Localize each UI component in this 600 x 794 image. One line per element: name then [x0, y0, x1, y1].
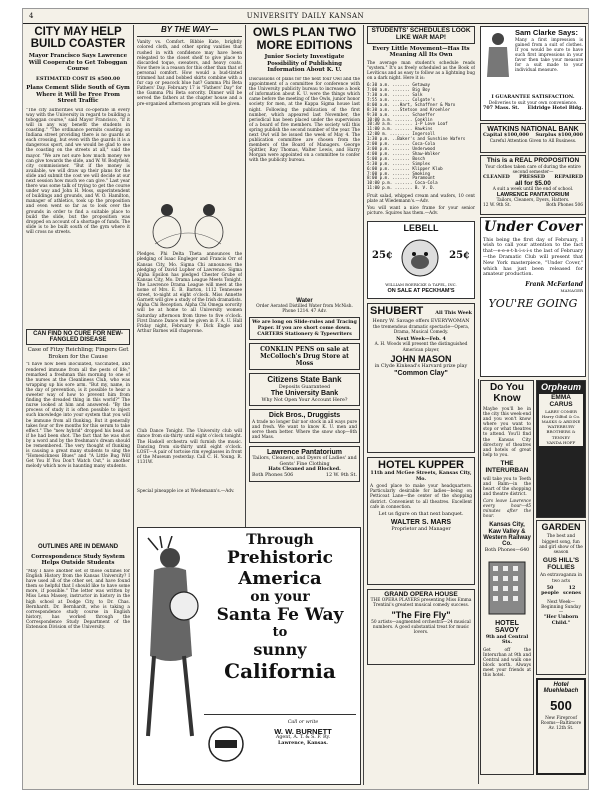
ad-dick-bros: Dick Bros., Druggists A trade no longer fair nor stock in all ways pure and fresh. We want to know K. U. men and serve them better. Where the snow shop—8th and Mass. — [249, 409, 360, 443]
article-owls-body: Discussions of plans for the next four Owl and the appointment of a committee for conference with the University publicity bureau to increase a book of information about K. U. were the things which came before the meeting of the Owls, junior honor society for men, at the Kappa Sigma house last night. Following the publication of the first number, which appeared last November, the periodical has been placed under the supervision of a board of five members. The society will this spring publish the second number of the year. The next Owl will be issued the week of May 4. The publication committee are chosen from the members of the Board of Managers. George Spittler, Ray Thomas, Walter Lewis, and Harry Morgan were appointed on a committee to confer with the publicity bureau. — [249, 76, 360, 164]
lebell-price-left: 25¢ — [372, 249, 393, 261]
subhead-cement-slide: Plans Cement Slide South of Gym Where it Will be Free From Street Traffic — [26, 84, 130, 105]
grand-head: GRAND OPERA HOUSE — [384, 590, 458, 598]
ad-lebell — [367, 221, 475, 299]
schedule-row: 8:00 a.m. ...Hart, Schaffner & Marx — [367, 101, 456, 107]
real-note: A suit a week until the end of school. — [492, 187, 574, 193]
kupper-addr: 11th and McGee Streets, Kansas City, Mo. — [370, 470, 472, 482]
santa-fe-line-6: to — [272, 625, 288, 640]
ad-citizens-bank: Citizens State Bank Deposits Guaranteed The University Bank Why Not Open Your Account Here? — [249, 373, 360, 406]
schedule-list — [367, 83, 475, 191]
schedule-row: 8:30 a.m. ...Stetson and Kroehler — [367, 106, 451, 112]
headline-schedules: STUDENTS' SCHEDULES LOOK LIKE WAR MAP! — [367, 26, 475, 44]
schedule-row: 4:00 p.m. ....... Shaw-Walker — [367, 150, 441, 156]
pineapple-note: Special pineapple ice at Wiedemann's.—Adv. — [137, 489, 235, 495]
water-sub: Order Aerated Distilled Water from McNish. Phone 1214. 47 Adv. — [256, 304, 353, 315]
ad-conklin-pens: CONKLIN PENS on sale at McColloch's Drug Store at Moss — [249, 343, 360, 370]
water-head: Water — [296, 297, 313, 304]
kupper-head: HOTEL KUPPER — [378, 458, 464, 471]
schedule-row: 10:30 a.m. ....... 1-P Love Loaf — [367, 121, 448, 127]
ad-slide-rules: We are long on Slide-rules and Tracing Paper. If you are short come down. CARTERS Stationery & Typewriters — [249, 317, 360, 340]
orpheum-head: Orpheum — [540, 382, 581, 392]
clarke-guarantee: I GUARANTEE SATISFACTION. — [491, 94, 575, 100]
column-4 — [367, 26, 475, 784]
subhead-schedules: Every Little Movement—Has Its Meaning All Its Own — [372, 45, 470, 59]
society-body: Pledges. Phi Delta Theta announces the pledging of Isaac Engleger and Francis Orr of Kansas City, Mo. Sigma Chi announces the pledging of David Lupher of Lawrence. Sigma Alpha Epsilon has pledged Chester Grube of Kansas City, Mo. Drama League Meets Tonight. The Lawrence Drama League will meet at the home of Mrs. E. B. Barton, 1112 Tennessee street, to-night at eight o'clock. Miss Annette Garnett will give a study of the Irish dramatists. Alpha Chi Reception. Alpha Chi Omega sorority will be at home to all University women Saturday afternoon from three to five o'clock. First Dance Dance will be given in F. A. U. Hall Friday night, February 9. Dick Engle and Arthur Barnes will chaperone. — [137, 252, 242, 334]
ad-real-proposition: This is a REAL PROPOSITION Your clothes taken care of during the entire second semester— CLEANED PRESSED REPAIRED all for $5.00 A suit a week until the end of school. LAWRENCE PANTATORIUM Tailors, Cleaners, Dyers, Hatters. 12 W. 9th St. Both Phones 506 — [480, 155, 586, 215]
real-name: LAWRENCE PANTATORIUM — [496, 191, 570, 198]
spacer5 — [364, 25, 368, 29]
santa-fe-agent: W. W. BURNETT — [274, 726, 332, 736]
schedule-row: 10:00 a.m. ....... Conklin — [367, 116, 433, 122]
native-figure-illustration — [140, 536, 210, 746]
santa-fe-line-2: Prehistoric — [227, 548, 333, 568]
club-dance-body: Club Dance Tonight. The University club will dance from six-thirty until eight o'clock tonight. The Haskell orchestra will furnish the music. Dancing from six-thirty until eight o'clock. LOST—A pair of tortoise rim eyeglasses in front of the Museum yesterday. Call C. H. Young. R. 1131W. — [137, 429, 242, 465]
by-the-way-body: Vanity vs. Comfort. Bibbie Kate, brightly colored cloth, and other spring vanities that rushed in with confidence may have been relegated to the closet shelf to give place to discarded toque, sweaters, and heavy coats. Now there is a reason for this other than that of personal comfort. How would a bud-tinted trimmed hat and bobbed skirts combine with a fur cap or peacock blue hat? Gamma Phi Beta Fathers' Day. February 17 is "Fathers' Day" for the Gamma Phi Beta sorority. Dinner will be served the fathers at the chapter house and a pre-organized afternoon program will be given. — [137, 40, 242, 107]
santa-fe-call: Call or write — [287, 720, 319, 725]
frame-note: You will want a nice frame for your senior picture. Squires has them.—Adv. — [367, 206, 475, 217]
schedule-row: 12:00 m. ........ Ingersoll — [367, 131, 436, 137]
lebell-on-sale: ON SALE AT PECKHAM'S — [387, 287, 455, 294]
article-coaster-body: "The city authorities will co-operate in every way with the University in regard to building a toboggan course," said Mayor Francisco, "if it will in any way benefit the students in coasting." "The ordinance permits coasting on Indiana street providing there is no guards at each crossing, but even with the guards it is a dangerous sport, and we would be glad to see the coasting on the streets at all," said the mayor. "We are not sure how much money we can give towards the slide, and W. W. Bodyfield, city commissioner. "But if the money is available, we will draw up their plans for the slide and submit the cost we will decide at our next session how much we can give." Last year there was some talk of trying to get the course under way and John H. Moss, superintendent of buildings and grounds, and W. O. Hamilton, manager of athletics, took up the proposition and even went so far as to look over the grounds in order to find a suitable place to build the slide, but the proposition was dropped on account of a shortage of funds. The slide is to be built south of the gym where it will cross no streets. — [26, 107, 130, 235]
ad-shubert — [367, 303, 475, 453]
ad-orpheum — [536, 380, 586, 518]
ad-do-you-know — [480, 380, 534, 775]
spacer120 — [389, 381, 393, 385]
clarke-body: Many a first impression is gained from a suit of clothes. If you would be sure to have such first impressions in your favor then take your measure for a suit made to your individual measure. — [515, 37, 583, 74]
ad-sam-clarke: Sam Clarke Says: Many a first impression is gained from a suit of clothes. If you would be sure to have such first impressions in your favor then take your measure for a suit made to your individual measure. I GUARANTEE SATISFACTION. Deliveries to suit your own convenience. 707 Mass. St. Eldridge Hotel Bldg. — [480, 26, 586, 121]
real-head: This is a REAL PROPOSITION — [486, 157, 580, 164]
headline-owls: OWLS PLAN TWO MORE EDITIONS — [252, 26, 357, 52]
santa-fe-logo — [206, 724, 246, 764]
article-outlines-body: "May I have another set of those outlines for English History from the Kansas University? I have used all of the other set, and have found them so helpful that I should like to have some more, if possible." The letter was written by Miss Lena Massey, instructor in history in the high school at Dodge City, to Dr. Chas. Bernhardt. Dr. Bernhardt, who is taking a correspondence study course in English history, has worked through the Correspondence Study Department of the Extension Division of the University. — [26, 568, 130, 630]
santa-fe-town: Lawrence, Kansas. — [278, 740, 328, 747]
schedule-row: 2:00 p.m. ....... Coca-Cola — [367, 141, 436, 147]
watkins-surplus: Surplus $100,000 — [535, 132, 583, 139]
muehlebach-head: Hotel Muehlebach — [543, 682, 579, 695]
savoy-body: Get off the Interurban at 9th and Central and walk one block north. Always meet your friends at this hotel. — [483, 647, 531, 679]
schedule-row: 7:55 a.m. ....... Colgate's — [367, 96, 436, 102]
masthead — [23, 9, 588, 24]
under-cover-title: MANAGER — [560, 288, 583, 294]
headline-coaster: CITY MAY HELP BUILD COASTER — [30, 26, 126, 51]
kupper-prop-title: Proprietor and Manager — [391, 526, 451, 532]
by-the-way-head: BY THE WAY— — [137, 26, 242, 37]
interurban-note: Cars leave Lawrence every hour—45 minutes after the hour. — [483, 498, 531, 520]
fruit-salad-note: Fruit salad, whipped cream and wafers, 10 cent plate at Wiedemann's.—Adv. — [367, 194, 475, 205]
garden-extra: An extravaganza in two acts — [540, 573, 582, 584]
schedule-row: 3:00 p.m. ....... Underwood — [367, 145, 436, 151]
box-subhead: Case of Fitzy Reichling; Fingers Get Broken for the Cause — [27, 347, 129, 360]
kcv-phone: Both Phones—640 — [484, 547, 530, 553]
schedule-row: 10:00 p.m. ....... Coca-Cola — [367, 180, 438, 186]
orpheum-acts — [540, 409, 582, 445]
schedule-row: 5:30 p.m. ....... Simplex — [367, 160, 431, 166]
under-cover-sign: Frank McFarland — [525, 281, 583, 289]
real-services: CLEANED PRESSED REPAIRED — [483, 174, 583, 180]
lebell-price-right: 25¢ — [449, 249, 470, 261]
shubert-head: SHUBERT — [370, 304, 424, 317]
santa-fe-line-3: America — [238, 568, 322, 589]
subhead-coaster: Mayor Francisco Says Lawrence Will Cooperate to Get Toboggan Course — [28, 53, 128, 73]
orpheum-act: MASKS & ARDINE — [541, 419, 581, 425]
kcv-head: Kansas City, Kaw Valley & Western Railway Co. — [483, 522, 531, 548]
page-number: 4 — [29, 12, 34, 20]
schedule-row: 11:00 p.m. ....... B. V. D. — [367, 185, 436, 191]
column-rule — [363, 25, 364, 785]
grand-body: 50 artists—augmented orchestra—24 musical numbers. A good substantial treat for music lovers. — [371, 619, 471, 636]
schedule-row: 1:30 p.m. ..Baker's and Sunshine Wafers — [367, 136, 466, 142]
orpheum-star: EMMA CARUS — [549, 394, 573, 409]
schedule-row: 6:30 a.m. ....... Getaway — [367, 82, 431, 88]
schedule-row: 7:00 a.m. ....... Big Boy — [367, 87, 431, 93]
kupper-rates: Let us figure on that next banquet. — [378, 511, 464, 517]
schedule-row: 8:00 p.m. ....... Paramount — [367, 175, 436, 181]
ad-under-cover — [480, 217, 586, 377]
mason-play: "Common Clay" — [394, 369, 448, 377]
hotel-building-illustration — [483, 556, 531, 616]
ad-santa-fe — [137, 527, 361, 785]
real-price: all for $5.00 — [515, 179, 551, 187]
subhead-outlines: Correspondence Study System Helps Outside Students — [31, 553, 125, 567]
column-1 — [26, 26, 130, 784]
orpheum-act: WATERBURY BROTHERS & TENNEY — [546, 424, 576, 440]
santa-fe-line-7: sunny — [253, 640, 307, 659]
column-2 — [137, 26, 242, 526]
grand-play: "The Fire Fly" — [391, 609, 451, 620]
mason-in: in Clyde Kinkead's Harvard prize play — [374, 364, 468, 370]
schedule-row: 11:00 a.m. ....... Hawkins — [367, 126, 433, 132]
schedule-row: 7:00 p.m. ....... Smoking — [367, 170, 431, 176]
watkins-head: WATKINS NATIONAL BANK — [487, 126, 579, 133]
garden-head: GARDEN — [541, 522, 581, 532]
shubert-desc: the tremendous dramatic spectacle—Opera, Drama, Musical Comedy. — [372, 324, 470, 335]
ad-grand-opera — [367, 589, 475, 665]
garden-play: "Her Unborn Child." — [543, 614, 579, 626]
santa-fe-agent-title: Agent, A. T. & S. F. Ry. — [275, 735, 331, 741]
spacer20 — [369, 25, 373, 29]
dancers-illustration — [137, 192, 242, 250]
santa-fe-divider — [204, 714, 356, 715]
do-you-know-body: Maybe you'll be in the city this week-end and you won't know where you want to stop or what theatres to attend. You'll find the Kansas City directory of theatres and hotels of great help to you. — [483, 407, 531, 458]
real-sub: Tailors, Cleaners, Dyers, Hatters. — [496, 198, 570, 204]
under-cover-body: This being the first day of February, I wish to call your attention to the fact that—e-e-e-t-h-i-s-i-s the last of February—the Dramatic Club will present that New York masterpiece, "Under Cover," which has just been released for amateur production. — [483, 237, 583, 278]
ad-lawrence-pantatorium: Lawrence Pantatorium Tailors, Cleaners, and Dyers of Ladies' and Gents' Fine Clothing Hats Cleaned and Blocked. Both Phones 506 12 W. 9th St. — [249, 446, 360, 482]
garden-next: Next Week—Beginning Sunday— — [541, 599, 581, 615]
schedule-row: 9:30 a.m. ....... Schaeffer — [367, 111, 436, 117]
ad-hotel-muehlebach — [536, 678, 586, 775]
clarke-head: Sam Clarke Says: — [515, 28, 578, 37]
tailor-figure-illustration — [483, 31, 513, 81]
muehlebach-body: New Fireproof Rooms—Baltimore Av. 12th St. — [540, 716, 582, 732]
under-cover-head: Under Cover — [483, 219, 583, 235]
schedules-intro: The average man student's schedule reads "system." It's as freely scheduled as the Book of Leviticus and as easy to follow as a lightning bug on a dark night. Here it is: — [367, 60, 475, 82]
ad-garden — [536, 520, 586, 675]
ad-hotel-kupper — [367, 457, 475, 585]
headline-outlines: OUTLINES ARE IN DEMAND — [37, 544, 119, 551]
shubert-next: Next Week—Feb. 4 — [396, 335, 446, 342]
santa-fe-line-4: on your — [250, 589, 310, 605]
schedule-row: 7:30 a.m. ....... Salk — [367, 92, 423, 97]
lebell-brand: LEBELL — [403, 222, 439, 233]
orpheum-act: LARRY COMER — [545, 409, 577, 415]
column-3 — [249, 26, 360, 546]
spacer32 — [366, 380, 370, 384]
kupper-prop: WALTER S. MARS — [390, 519, 452, 527]
lebell-maker: WILLIAM BOERICKE & TAFEL, INC. — [385, 281, 457, 287]
ad-watkins-bank — [480, 123, 586, 153]
schedule-row: 6:00 p.m. ....... Klipper Klub — [367, 165, 443, 171]
do-you-know-head: Do You Know — [489, 382, 525, 404]
subhead-owls: Junior Society Investigate Possibility of Publishing Information About K. U. — [264, 54, 345, 74]
orpheum-act: VANDA HOFF — [546, 439, 576, 445]
estimated-cost: ESTIMATED COST IS $500.00 — [36, 75, 120, 82]
john-mason: JOHN MASON — [390, 353, 452, 364]
article-disease-body: "I have now been inoculated, vaccinated, and rendered immune from all the pests of life," remarked a freshman this morning to one of the nurses at the Cleanliness Club, who was wrapping up his sore arm. "But my, name, in the day of prevention, is it possible to hear a sweeter way of how to prevent him from finding the dreaded thing in this world?" The nurse looked at him and answered: "By the process of study it is often possible to inject such knowledge into your system that you will be immune from all flunking. But it generally takes four or five months for this serum to take effect." The "new hybrid" dropped his head as if he had been shot. The fact that he was shot by a word and by the freshman's dream should be remembered. The very thought of flunking is causing a great many students to sing the "Homesickness Blues" and "A Little Bug Will Get You If You Don't Watch Out," is another melody which now is haunting many students. — [26, 362, 130, 470]
savoy-addr: 9th and Central Sts. — [485, 633, 529, 646]
shubert-body: A. H. Woods will present the distinguished American player, — [374, 342, 468, 353]
orpheum-act: Harry Gilfoil & Co. — [541, 414, 581, 420]
interurban-head: THE INTERURBAN — [485, 459, 529, 474]
schedule-row: 5:00 p.m. ....... Bosch — [367, 155, 425, 161]
box-headline: CAN FIND NO CURE FOR NEW-FANGLED DISEASE — [26, 329, 130, 346]
watkins-line: Careful Attention Given to All Business. — [489, 138, 577, 144]
interurban-body: will take you to Teeth and Balm—in the heart of the shopping and theatre district. — [483, 476, 531, 497]
santa-fe-line-1: Through — [246, 532, 314, 548]
shubert-play: Henry W. Savage offers EVERYWOMAN — [372, 319, 470, 325]
under-cover-tag: YOU'RE GOING — [488, 297, 578, 311]
column-rule — [133, 25, 134, 785]
real-body: Your clothes taken care of during the entire second semester— — [485, 164, 581, 175]
muehlebach-rooms: 500 — [550, 697, 572, 713]
santa-fe-line-8: California — [224, 659, 336, 683]
column-rule — [478, 379, 479, 784]
santa-fe-line-5: Santa Fe Way — [216, 605, 344, 625]
illustration-dancers — [137, 192, 242, 250]
grand-sub: THE OPERA PLAYERS presenting Miss Emma Trentini's greatest musical comedy success. — [370, 598, 472, 609]
savoy-head: HOTEL SAVOY — [495, 620, 519, 635]
garden-show: GUS HILL'S FOLLIES — [542, 556, 580, 571]
garden-people: 50 people — [541, 584, 559, 597]
garden-body: The best and biggest song, fun and girl show of the season — [539, 534, 583, 555]
watkins-capital: Capital $100,000 — [483, 132, 529, 139]
newspaper-title: UNIVERSITY DAILY KANSAN — [246, 12, 365, 20]
kupper-body: A good place to make your headquarters. Particularly desirable for ladies—being on Petticoat Lane—the center of the shopping district. Convenient to all theatres. Excellent cafe in connection. — [370, 484, 472, 510]
clarke-delivery: Deliveries to suit your own convenience. — [488, 100, 578, 106]
garden-scenes: 12 scenes — [563, 584, 581, 597]
shubert-days: All This Week — [435, 310, 472, 317]
